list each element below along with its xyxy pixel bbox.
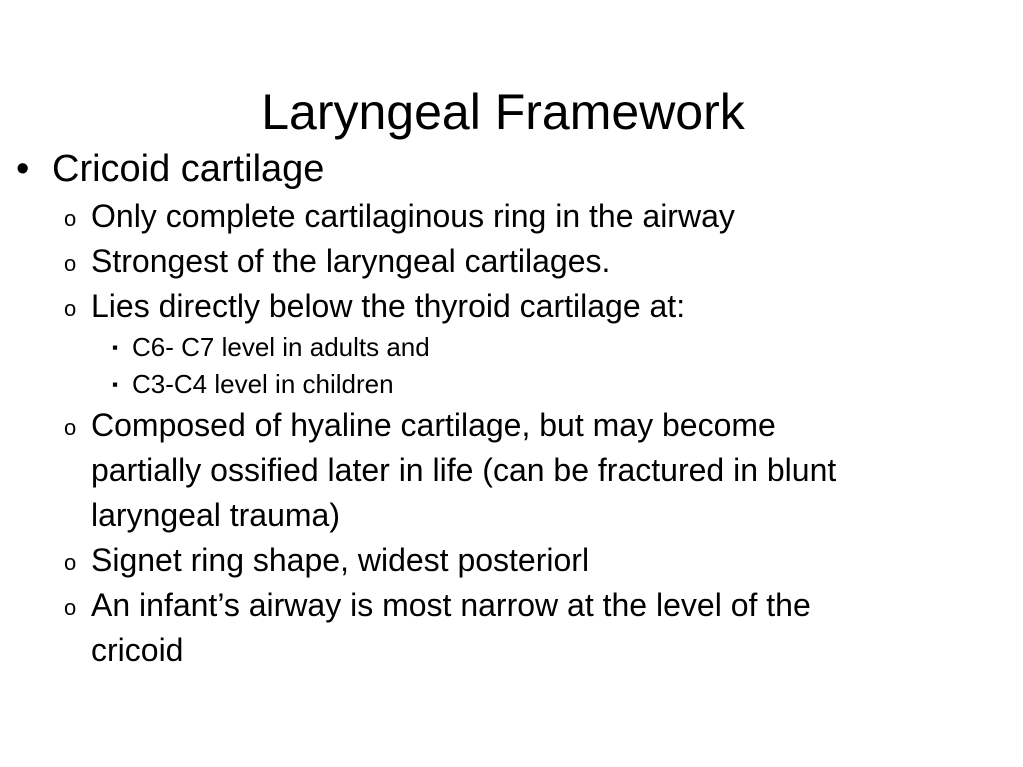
hollow-circle-bullet-icon: o xyxy=(64,595,77,620)
bullet-text-line: An infant’s airway is most narrow at the level of the xyxy=(91,587,811,623)
bullet-text: C6- C7 level in adults and xyxy=(132,332,430,362)
hollow-circle-bullet-icon: o xyxy=(64,550,77,575)
bullet-level3-item xyxy=(0,366,1023,403)
slide-title: Laryngeal Framework xyxy=(261,84,745,140)
square-bullet-icon: ▪ xyxy=(112,338,119,357)
bullet-level1-cricoid xyxy=(0,144,1023,194)
hollow-circle-bullet-icon: o xyxy=(64,415,77,440)
round-bullet-icon: • xyxy=(16,148,30,190)
bullet-text: Strongest of the laryngeal cartilages. xyxy=(91,243,611,279)
bullet-text-line: Composed of hyaline cartilage, but may become xyxy=(91,407,776,443)
bullet-text-line: partially ossified later in life (can be fractured in blunt xyxy=(91,452,837,488)
hollow-circle-bullet-icon: o xyxy=(64,206,77,231)
bullet-text: Lies directly below the thyroid cartilage at: xyxy=(91,288,686,324)
bullet-text: Cricoid cartilage xyxy=(52,148,325,190)
bullet-level2-item xyxy=(0,583,1023,673)
bullet-level3-item xyxy=(0,329,1023,366)
bullet-level2-item xyxy=(0,239,1023,284)
bullet-level2-item xyxy=(0,194,1023,239)
bullet-text: Signet ring shape, widest posteriorl xyxy=(91,542,590,578)
bullet-level2-item xyxy=(0,284,1023,329)
bullet-text: Only complete cartilaginous ring in the airway xyxy=(91,198,735,234)
bullet-level2-item xyxy=(0,403,1023,538)
bullet-text-line: laryngeal trauma) xyxy=(91,497,340,533)
hollow-circle-bullet-icon: o xyxy=(64,296,77,321)
square-bullet-icon: ▪ xyxy=(112,375,119,394)
hollow-circle-bullet-icon: o xyxy=(64,251,77,276)
bullet-text-line: cricoid xyxy=(91,632,184,668)
bullet-text: C3-C4 level in children xyxy=(132,369,394,399)
slide-body xyxy=(0,144,1023,673)
bullet-level2-item xyxy=(0,538,1023,583)
